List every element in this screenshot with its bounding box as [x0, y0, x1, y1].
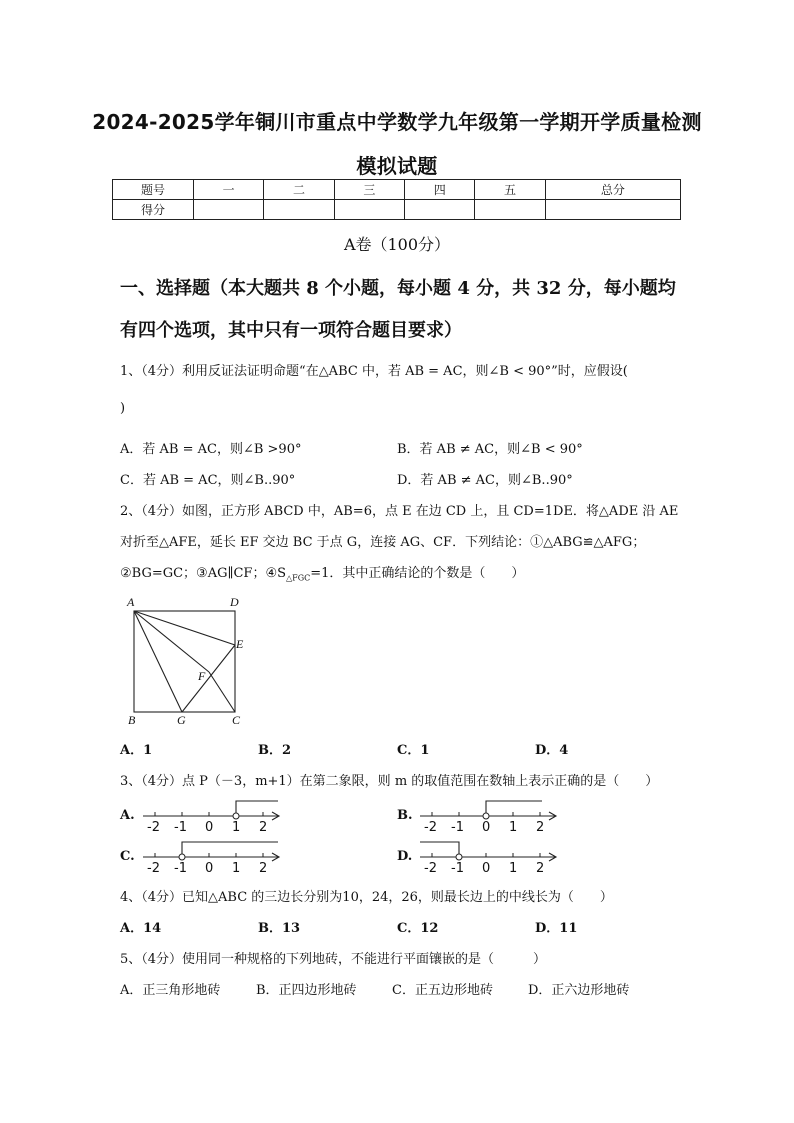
tick-label: 0 — [205, 820, 214, 833]
q3-number-line-a — [140, 797, 285, 833]
tick-label: 2 — [259, 820, 268, 833]
q3-stem: 3、（4分）点 P（－3，m+1）在第二象限，则 m 的取值范围在数轴上表示正确的是（ ） — [120, 774, 659, 789]
volume-a-heading: A卷（100分） — [343, 235, 451, 254]
tick-label: 0 — [482, 820, 491, 833]
q4-option-b: B．13 — [258, 921, 301, 936]
q5-stem: 5、（4分）使用同一种规格的下列地砖，不能进行平面镶嵌的是（ ） — [120, 952, 547, 967]
q2-option-d: D．4 — [535, 743, 569, 758]
exam-title-line2: 模拟试题 — [356, 154, 438, 178]
tick-label: 0 — [482, 861, 491, 874]
q1-option-d: D．若 AB ≠ AC，则∠B..90° — [397, 473, 573, 488]
q5-option-a: A．正三角形地砖 — [120, 983, 221, 998]
q2-option-a: A．1 — [120, 743, 153, 758]
q2-area-subscript: △FGC — [286, 573, 311, 583]
q1-stem: 1、（4分）利用反证法证明命题“在△ABC 中，若 AB = AC，则∠B < 90°”时，应假设( — [120, 364, 628, 379]
q3-option-a-letter: A. — [120, 808, 135, 823]
open-circle — [179, 854, 185, 860]
q4-option-c: C．12 — [397, 921, 439, 936]
open-circle — [233, 813, 239, 819]
tick-label: -1 — [174, 861, 187, 874]
label-b: B — [128, 713, 136, 727]
segment-ae — [134, 611, 235, 645]
label-f: F — [198, 669, 206, 683]
q3-option-c-letter: C. — [120, 849, 135, 864]
score-blank — [264, 200, 334, 220]
range-ray — [182, 842, 278, 857]
tick-label: 1 — [509, 861, 518, 874]
score-cell-label: 题号 — [113, 180, 194, 200]
score-cell-2: 二 — [264, 180, 334, 200]
q3-number-line-b — [417, 797, 562, 833]
q3-number-line-d — [417, 838, 562, 874]
q1-option-b: B．若 AB ≠ AC，则∠B < 90° — [397, 442, 583, 457]
section1-heading-line2: 有四个选项，其中只有一项符合题目要求） — [120, 320, 462, 341]
tick-label: -2 — [147, 820, 160, 833]
q2-stem-line1: 2、（4分）如图，正方形 ABCD 中，AB=6，点 E 在边 CD 上，且 CD=1DE．将△ADE 沿 AE — [120, 504, 679, 519]
q1-option-a: A．若 AB = AC，则∠B >90° — [120, 442, 302, 457]
q2-stem-line3-a: ②BG=GC；③AG∥CF；④S — [120, 566, 287, 581]
label-d: D — [230, 595, 239, 609]
score-blank — [475, 200, 545, 220]
q3-option-b-letter: B. — [397, 808, 413, 823]
tick-label: 2 — [536, 861, 545, 874]
q2-option-c: C．1 — [397, 743, 430, 758]
score-blank — [545, 200, 680, 220]
q1-stem-end: ) — [120, 401, 126, 416]
score-blank — [405, 200, 475, 220]
segment-af — [134, 611, 209, 672]
score-cell-3: 三 — [334, 180, 404, 200]
q4-stem: 4、（4分）已知△ABC 的三边长分别为10，24，26，则最长边上的中线长为（ ） — [120, 890, 613, 905]
q5-option-b: B．正四边形地砖 — [256, 983, 357, 998]
square-abcd — [134, 611, 235, 712]
segment-eg — [182, 645, 235, 712]
label-g: G — [177, 713, 186, 727]
segment-fc — [209, 672, 235, 712]
exam-title-line1: 2024-2025学年铜川市重点中学数学九年级第一学期开学质量检测 — [92, 110, 702, 134]
q3-number-line-c — [140, 838, 285, 874]
tick-label: -1 — [451, 820, 464, 833]
q4-option-a: A．14 — [120, 921, 162, 936]
q5-option-c: C．正五边形地砖 — [392, 983, 493, 998]
label-c: C — [232, 713, 241, 727]
q2-stem-line3 — [120, 562, 524, 583]
q2-stem-line3-b: =1．其中正确结论的个数是（ ） — [310, 566, 525, 581]
q2-option-b: B．2 — [258, 743, 292, 758]
tick-label: 2 — [259, 861, 268, 874]
score-cell-1: 一 — [194, 180, 264, 200]
tick-label: -1 — [451, 861, 464, 874]
range-ray — [486, 801, 542, 816]
tick-label: -2 — [424, 861, 437, 874]
tick-label: 0 — [205, 861, 214, 874]
score-cell-4: 四 — [405, 180, 475, 200]
q1-option-c: C．若 AB = AC，则∠B..90° — [120, 473, 296, 488]
tick-label: 1 — [232, 861, 241, 874]
score-cell-total: 总分 — [545, 180, 680, 200]
label-a: A — [127, 595, 135, 609]
score-cell-5: 五 — [475, 180, 545, 200]
open-circle — [483, 813, 489, 819]
score-table-header-row — [113, 180, 681, 200]
q4-option-d: D．11 — [535, 921, 578, 936]
section1-heading-line1: 一、选择题（本大题共 8 个小题，每小题 4 分，共 32 分，每小题均 — [120, 278, 676, 299]
score-table-score-row — [113, 200, 681, 220]
tick-label: -2 — [147, 861, 160, 874]
q2-square-figure — [120, 594, 260, 730]
q2-stem-line2: 对折至△AFE，延长 EF 交边 BC 于点 G，连接 AG、CF．下列结论：①△ABG≌△AFG； — [120, 535, 646, 550]
score-row-label: 得分 — [113, 200, 194, 220]
score-table — [112, 179, 681, 220]
tick-label: -2 — [424, 820, 437, 833]
score-blank — [194, 200, 264, 220]
label-e: E — [236, 637, 244, 651]
range-ray — [236, 801, 278, 816]
q3-option-d-letter: D. — [397, 849, 413, 864]
tick-label: -1 — [174, 820, 187, 833]
open-circle — [456, 854, 462, 860]
tick-label: 1 — [232, 820, 241, 833]
q5-option-d: D．正六边形地砖 — [528, 983, 630, 998]
score-blank — [334, 200, 404, 220]
range-ray — [420, 842, 459, 857]
tick-label: 1 — [509, 820, 518, 833]
segment-ag — [134, 611, 182, 712]
tick-label: 2 — [536, 820, 545, 833]
